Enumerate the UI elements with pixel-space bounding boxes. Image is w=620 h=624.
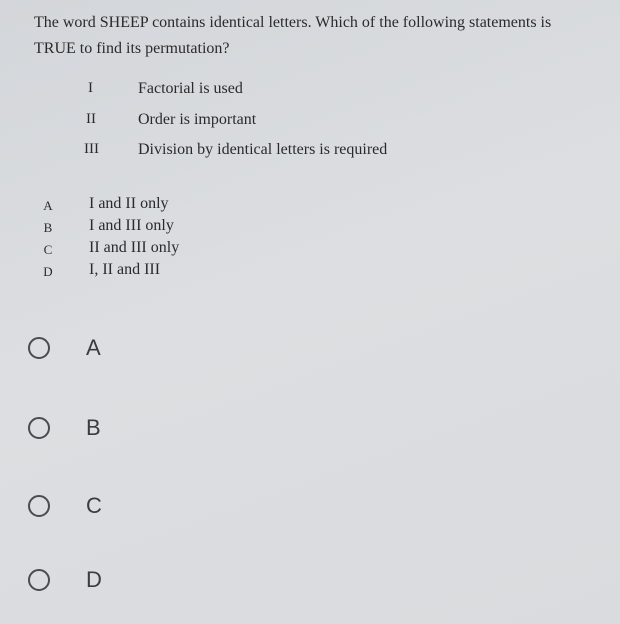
radio-button-d[interactable] bbox=[28, 569, 50, 591]
choice-label-b: B bbox=[86, 415, 101, 440]
option-letter-b: B bbox=[43, 220, 53, 235]
choice-label-c: C bbox=[86, 493, 102, 518]
choice-a[interactable] bbox=[28, 331, 101, 365]
radio-button-c[interactable] bbox=[28, 495, 50, 517]
choice-label-d: D bbox=[86, 567, 102, 592]
option-letter-a: A bbox=[43, 198, 53, 213]
statement-text-1: Factorial is used bbox=[138, 80, 243, 97]
question-text bbox=[34, 10, 609, 62]
statement-numeral-1: I bbox=[88, 80, 93, 96]
statement-text-3: Division by identical letters is required bbox=[138, 141, 388, 158]
radio-button-b[interactable] bbox=[28, 417, 50, 439]
statement-text-2: Order is important bbox=[138, 111, 257, 128]
option-text-c: II and III only bbox=[89, 239, 180, 256]
choice-c[interactable] bbox=[28, 489, 102, 523]
option-text-b: I and III only bbox=[89, 217, 174, 234]
radio-button-a[interactable] bbox=[28, 337, 50, 359]
choice-label-a: A bbox=[86, 335, 101, 360]
statement-numeral-3: III bbox=[84, 141, 99, 157]
question-line-1: The word SHEEP contains identical letters. Which of the following statements is bbox=[34, 14, 552, 31]
statement-numeral-2: II bbox=[86, 111, 96, 127]
option-letter-c: C bbox=[43, 242, 53, 257]
option-text-a: I and II only bbox=[89, 195, 169, 212]
option-letter-d: D bbox=[43, 264, 53, 279]
question-line-2: TRUE to find its permutation? bbox=[34, 40, 230, 57]
option-text-d: I, II and III bbox=[89, 261, 161, 278]
choice-b[interactable] bbox=[28, 411, 101, 445]
choice-d[interactable] bbox=[28, 563, 102, 597]
